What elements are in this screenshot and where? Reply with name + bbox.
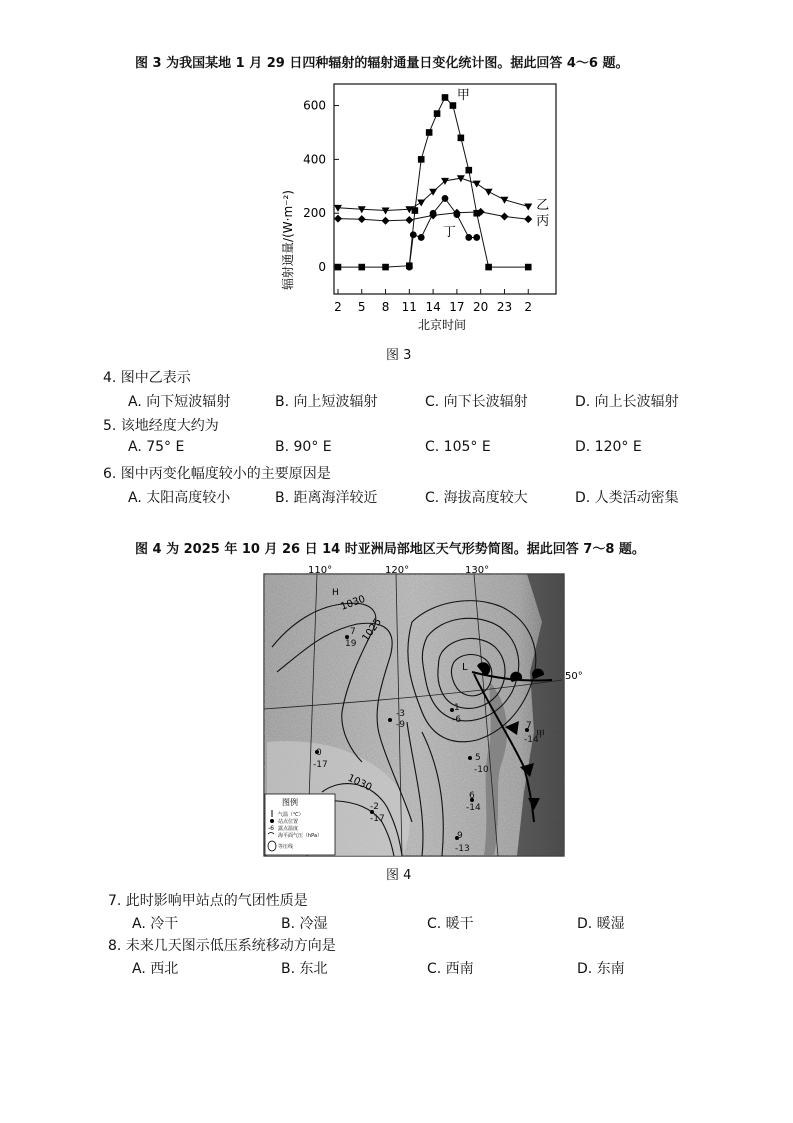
series-0-point: [358, 264, 365, 271]
x-tick-label: 11: [401, 300, 417, 314]
series-0-point: [525, 264, 532, 271]
series-0-point: [418, 156, 425, 163]
svg-text:5: 5: [475, 753, 481, 763]
series-0-point: [426, 129, 433, 136]
q5-option-a[interactable]: A. 75° E: [128, 439, 185, 455]
figure4-weather-map: [262, 562, 592, 858]
svg-text:0: 0: [316, 748, 322, 758]
svg-text:-9: -9: [396, 720, 405, 730]
svg-text:7: 7: [350, 627, 356, 637]
q7-option-b[interactable]: B. 冷湿: [281, 916, 328, 932]
q7-option-c[interactable]: C. 暖干: [427, 916, 474, 932]
q8-stem: 8. 未来几天图示低压系统移动方向是: [108, 938, 336, 954]
station-jia-label: 甲: [536, 730, 546, 740]
x-tick-label: 14: [425, 300, 441, 314]
series-label-2: 丙: [536, 213, 550, 229]
series-0-point: [442, 94, 449, 101]
q6-option-a[interactable]: A. 太阳高度较小: [128, 490, 231, 506]
y-tick-label: 0: [318, 260, 326, 275]
q5-stem: 5. 该地经度大约为: [103, 418, 219, 434]
series-0-point: [434, 110, 441, 117]
q8-option-b[interactable]: B. 东北: [281, 961, 328, 977]
series-2-point: [524, 215, 532, 223]
x-axis-label: 北京时间: [417, 318, 467, 332]
q6-option-c[interactable]: C. 海拔高度较大: [425, 490, 528, 506]
figure3-chart: [270, 80, 570, 340]
svg-text:-10: -10: [474, 765, 489, 775]
svg-text:19: 19: [345, 639, 357, 649]
q6-option-d[interactable]: D. 人类活动密集: [575, 490, 679, 506]
svg-text:气温（℃）: 气温（℃）: [278, 812, 304, 818]
figure4-caption: 图 4: [386, 868, 412, 883]
legend-title: 图例: [282, 798, 298, 807]
x-tick-label: 20: [473, 300, 489, 314]
x-tick-label: 2: [524, 300, 533, 314]
series-2-point: [500, 212, 508, 220]
svg-text:6: 6: [469, 791, 475, 801]
series-0-point: [485, 264, 492, 271]
q4-option-b[interactable]: B. 向上短波辐射: [275, 394, 378, 410]
series-0-point: [335, 264, 342, 271]
svg-text:海平面气压（hPa）: 海平面气压（hPa）: [278, 833, 323, 839]
series-0-point: [458, 135, 465, 142]
y-tick-label: 600: [303, 98, 326, 113]
series-3-point: [430, 210, 437, 217]
y-axis-label: 辐射通量/(W·m⁻²): [281, 190, 295, 290]
svg-text:-14: -14: [466, 803, 481, 813]
series-1-point: [417, 199, 425, 206]
svg-text:站点位置: 站点位置: [278, 819, 299, 825]
q6-option-b[interactable]: B. 距离海洋较近: [275, 490, 378, 506]
q4-option-a[interactable]: A. 向下短波辐射: [128, 394, 231, 410]
series-label-3: 丁: [442, 225, 456, 241]
svg-text:1: 1: [454, 703, 460, 713]
series-1-point: [382, 208, 390, 215]
series-0-point: [382, 264, 389, 271]
x-tick-label: 23: [496, 300, 513, 314]
series-2-point: [382, 217, 390, 225]
series-3-point: [410, 231, 417, 238]
series-3-point: [442, 195, 449, 202]
longitude-120-label: 120°: [385, 565, 410, 576]
latitude-50-label: 50°: [565, 671, 583, 682]
isobar-label-1030-south: 1030: [345, 772, 374, 794]
series-2-point: [358, 215, 366, 223]
intro-figure3: 图 3 为我国某地 1 月 29 日四种辐射的辐射通量日变化统计图。据此回答 4～6 题。: [135, 56, 629, 71]
series-3-point: [473, 234, 480, 241]
series-2-point: [334, 215, 342, 223]
q4-option-d[interactable]: D. 向上长波辐射: [575, 394, 679, 410]
series-3-point: [406, 264, 413, 271]
svg-text:-17: -17: [370, 814, 385, 824]
series-2-point: [405, 216, 413, 224]
x-tick-label: 17: [449, 300, 465, 314]
svg-text:-17: -17: [313, 760, 328, 770]
q8-option-a[interactable]: A. 西北: [132, 961, 179, 977]
high-pressure-label: H: [332, 588, 339, 598]
series-3-point: [453, 211, 460, 218]
series-3-point: [465, 234, 472, 241]
series-label-0: 甲: [456, 87, 470, 103]
q7-option-d[interactable]: D. 暖湿: [577, 916, 625, 932]
longitude-130-label: 130°: [465, 565, 490, 576]
series-0-point: [465, 167, 472, 174]
q5-option-b[interactable]: B. 90° E: [275, 439, 332, 455]
q8-option-c[interactable]: C. 西南: [427, 961, 474, 977]
series-line-0: [338, 98, 528, 268]
q4-option-c[interactable]: C. 向下长波辐射: [425, 394, 528, 410]
series-3-point: [418, 234, 425, 241]
low-pressure-label: L: [462, 662, 468, 673]
isobar-label-1030-north: 1030: [339, 593, 367, 613]
series-label-1: 乙: [536, 198, 550, 214]
x-tick-label: 2: [334, 300, 342, 314]
svg-text:-3: -3: [396, 709, 405, 719]
series-0-point: [412, 207, 419, 214]
q7-option-a[interactable]: A. 冷干: [132, 916, 179, 932]
x-tick-label: 8: [381, 300, 390, 314]
q4-stem: 4. 图中乙表示: [103, 370, 191, 386]
plot-frame: [334, 84, 556, 294]
q8-option-d[interactable]: D. 东南: [577, 961, 625, 977]
svg-text:等压线: 等压线: [278, 844, 294, 850]
map-legend: [265, 794, 335, 855]
q6-stem: 6. 图中丙变化幅度较小的主要原因是: [103, 466, 331, 482]
q7-stem: 7. 此时影响甲站点的气团性质是: [108, 893, 308, 909]
series-1-point: [473, 181, 481, 188]
isobar-label-1025: 1025: [360, 616, 385, 644]
svg-text:-6: -6: [452, 715, 461, 725]
longitude-110-label: 110°: [308, 565, 333, 576]
q5-option-d[interactable]: D. 120° E: [575, 439, 642, 455]
svg-text:9: 9: [457, 831, 463, 841]
y-tick-label: 200: [303, 206, 326, 221]
q5-option-c[interactable]: C. 105° E: [425, 439, 491, 455]
series-1-point: [524, 204, 532, 211]
svg-text:-6: -6: [268, 825, 274, 832]
intro-figure4: 图 4 为 2025 年 10 月 26 日 14 时亚洲局部地区天气形势简图。据此回答 7～8 题。: [135, 542, 645, 557]
y-tick-label: 400: [303, 152, 326, 167]
svg-text:7: 7: [526, 721, 532, 731]
svg-text:-14: -14: [524, 735, 539, 745]
svg-text:-2: -2: [370, 802, 379, 812]
x-tick-label: 5: [357, 300, 366, 314]
svg-text:露点温度: 露点温度: [278, 826, 299, 832]
series-0-point: [450, 102, 457, 109]
svg-text:-13: -13: [455, 844, 470, 854]
figure3-caption: 图 3: [386, 348, 412, 363]
series-1-point: [485, 189, 493, 196]
